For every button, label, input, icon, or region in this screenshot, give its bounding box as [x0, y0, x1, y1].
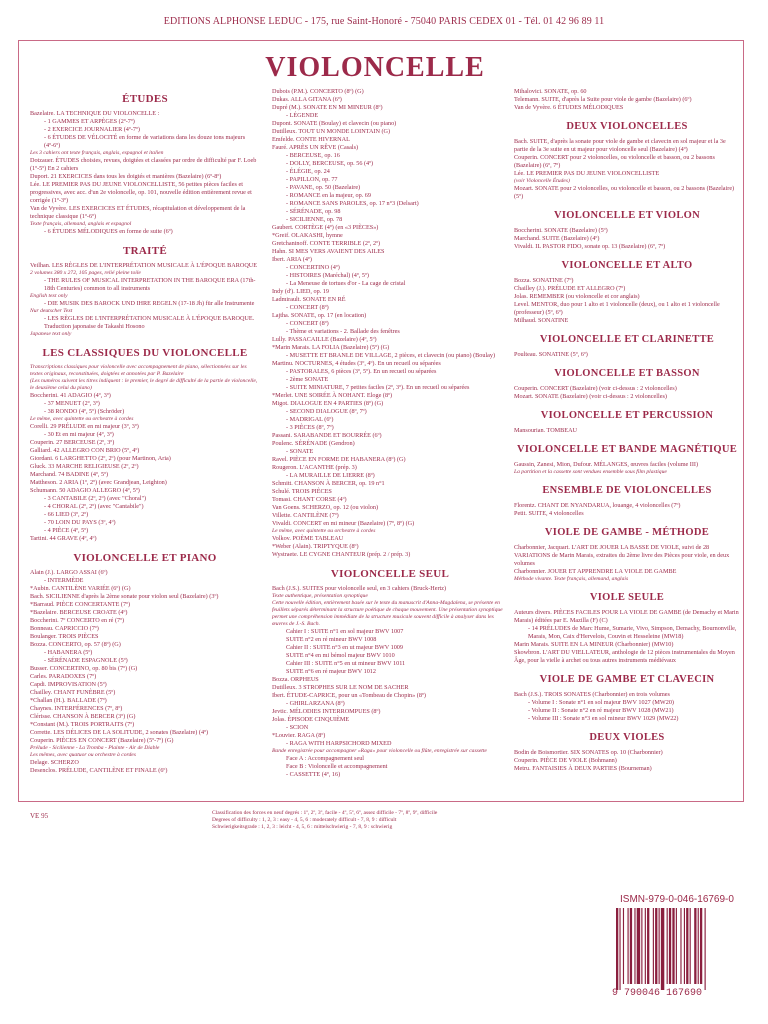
section-heading: VIOLONCELLE SEUL: [330, 568, 450, 580]
catalog-entry: Dupont. SONATE (Boulay) et clavecin (ou piano): [272, 120, 397, 127]
catalog-entry: *Barraud. PIÈCE CONCERTANTE (7º): [30, 601, 131, 608]
catalog-entry: Dukas. ALLA GITANA (6º): [272, 96, 342, 103]
difficulty-legend: [212, 810, 572, 831]
catalog-entry: - SONATE: [286, 448, 314, 455]
barcode-bar: [655, 908, 657, 984]
barcode-bar: [623, 908, 624, 984]
catalog-entry: *Constant (M.). TROIS PORTRAITS (7º): [30, 721, 135, 728]
catalog-entry: Ibert. ARIA (4º): [272, 256, 312, 263]
catalog-entry: Poulteau. SONATINE (5º, 6º): [514, 351, 588, 358]
catalog-entry: - La Meneuse de tortues d'or - La cage de cristal: [286, 280, 406, 287]
catalog-entry: *Weber (Alain). TRIPTYQUE (8º): [272, 543, 359, 550]
catalog-note: Cette nouvelle édition, entièrement basée sur le texte du manuscrit d'Anna-Magdalena, se présente en feuillets séparés déterminant la structure poétique de chaque mouvement. Une présentation synoptique permet une compréhension immédiate de la structure musicale souvent difficile à analyser dans les œuvres de J.-S. Bach.: [272, 600, 503, 627]
catalog-entry: Ravel. PIÈCE EN FORME DE HABANERA (8º) (G): [272, 456, 406, 463]
catalog-entry: Level. MENTOR, duo pour 1 alto et 1 violoncelle (deux), ou 1 alto et 1 violoncelle (professeur) (5º, 6º): [514, 301, 720, 316]
catalog-entry: Schumann. 50 ADAGIO ALLEGRO (4º, 5º): [30, 487, 140, 494]
catalog-entry: Corelli. 29 PRÉLUDE en mi majeur (3º, 3º): [30, 423, 139, 430]
catalog-entry: Bonneau. CAPRICCIO (7º): [30, 625, 99, 632]
catalog-entry: Ibert. ÉTUDE-CAPRICE, pour un «Tombeau de Chopin» (8º): [272, 692, 426, 699]
catalog-entry: - 3 PIÈCES (8º, 7º): [286, 424, 334, 431]
barcode-bar: [694, 908, 696, 984]
catalog-entry: Bach. SUITE, d'après la sonate pour viole de gambe et clavecin en sol majeur et la 3e partie de la 3e suite en ut majeur pour violoncelle seul (Bazelaire) (4º): [514, 138, 726, 153]
catalog-entry: Mozart. SONATE (Bazelaire) (voir ci-dessus : 2 violoncelles): [514, 393, 667, 400]
section-heading: VIOLONCELLE ET PERCUSSION: [540, 410, 714, 421]
section-heading: VIOLONCELLE ET CLARINETTE: [539, 334, 715, 345]
catalog-entry: Couperin. 27 BERCEUSE (2º, 3º): [30, 439, 115, 446]
barcode-bar: [672, 908, 674, 984]
catalog-entry: Mozart. SONATE pour 2 violoncelles, ou violoncelle et basson, ou 2 bassons (Bazelaire) (5º): [514, 185, 735, 200]
catalog-note: Les 3 cahiers ont texte français, anglais, espagnol et italien: [30, 150, 164, 156]
catalog-entry: - 2 EXERCICE JOURNALIER (4º-7º): [44, 126, 140, 133]
catalog-entry: Boccherini. SONATE (Bazelaire) (5º): [514, 227, 608, 234]
barcode-bar: [686, 908, 688, 984]
section-heading: VIOLONCELLE ET VIOLON: [554, 210, 700, 221]
catalog-entry: Volkov. POÈME TABLEAU: [272, 535, 344, 542]
catalog-entry: *Merlet. UNE SOIRÉE À NOHANT. Eloge (8º): [272, 392, 393, 399]
catalog-entry: - ROMANCE en la majeur, op. 69: [286, 192, 371, 199]
catalog-note: Texte authentique, présentation synoptique: [272, 593, 368, 599]
section-heading: DEUX VIOLES: [589, 732, 665, 743]
catalog-entry: - 6 ÉTUDES DE VÉLOCITÉ en forme de variations dans les douze tons majeurs (4º-6º): [44, 134, 246, 149]
catalog-entry: Vivaldi. CONCERT en mi mineur (Bazelaire) (7º, 8º) (G): [272, 520, 415, 527]
catalog-note: Bande enregistrée pour accompagner «Raga» pour violoncelle ou flûte, enregistrée sur cassette: [272, 748, 487, 754]
catalog-entry: - MUSETTE ET BRANLE DE VILLAGE, 2 pièces, et clavecin (ou piano) (Boulay): [286, 352, 496, 359]
catalog-entry: Chailley. CHANT FUNÈBRE (5º): [30, 689, 116, 696]
catalog-entry: Dupré (M.). SONATE EN MI MINEUR (8º): [272, 104, 383, 111]
catalog-entry: Mattheson. 2 ARIA (1º, 2º) (avec Grandjean, Leighton): [30, 479, 167, 486]
catalog-entry: Cahier II : SUITE n°3 en ut majeur BWV 1009: [286, 644, 403, 651]
catalog-entry: Poulenc. SÉRÉNADE (Gendron): [272, 440, 355, 447]
catalog-entry: Dotzauer. ÉTUDES choisies, revues, doigtées et classées par ordre de difficulté par F. Loeb (1º-5º) En 2 cahiers: [30, 157, 257, 172]
ismn-label: ISMN-979-0-046-16769-0: [620, 894, 734, 905]
catalog-note: Méthode vivante. Texte français, allemand, anglais: [514, 576, 629, 582]
catalog-entry: - PASTORALES, 6 pièces (3º, 5º). En un recueil ou séparées: [286, 368, 437, 375]
barcode-bar: [647, 908, 649, 984]
catalog-entry: Gluck. 33 MARCHE RELIGIEUSE (2º, 2º): [30, 463, 139, 470]
catalog-entry: Carles. PARADOXES (7º): [30, 673, 97, 680]
catalog-entry: Jolas. REMEMBER (ou violoncelle et cor anglais): [514, 293, 640, 300]
catalog-entry: Couperin. CONCERT (Bazelaire) (voir ci-dessus : 2 violoncelles): [514, 385, 677, 392]
catalog-entry: Bach (J.S.). SUITES pour violoncelle seul, en 3 cahiers (Bruck-Hertz): [272, 585, 447, 592]
catalog-entry: - CONCERTINO (4º): [286, 264, 340, 271]
catalog-entry: Gaubert. CORTÈGE (4º) (en «3 PIÈCES»): [272, 224, 379, 231]
section-heading: VIOLONCELLE ET ALTO: [561, 260, 693, 271]
catalog-entry: Charbonnier, Jacquart. L'ART DE JOUER LA BASSE DE VIOLE, suivi de 28 VARIATIONS de Marin Marais, extraites du 2ème livre des Pièces pour viole, en deux volumes: [514, 544, 730, 567]
catalog-entry: Milhaud. SONATINE: [514, 317, 569, 324]
catalog-entry: - LES RÈGLES DE L'INTERPRÉTATION MUSICALE À L'ÉPOQUE BAROQUE. Traduction japonaise de Takashi Hosono: [44, 315, 255, 330]
catalog-entry: - DOLLY, BERCEUSE, op. 56 (4º): [286, 160, 374, 167]
catalog-entry: - 4 CHORAL (2º, 2º) (avec "Cantabile"): [44, 503, 144, 510]
catalog-entry: Bozza. CONCERTO, op. 57 (8º) (G): [30, 641, 121, 648]
catalog-entry: - MADRIGAL (6º): [286, 416, 334, 423]
catalog-entry: SUITE n°2 en ré mineur BWV 1008: [286, 636, 377, 643]
catalog-note: La partition et la cassette sont vendues ensemble sous film plastique: [514, 469, 667, 475]
catalog-entry: Bozza. SONATINE (7º): [514, 277, 574, 284]
catalog-entry: Clérisse. CHANSON À BERCER (3º) (G): [30, 713, 136, 720]
catalog-entry: Desenclos. PRÉLUDE, CANTILÈNE ET FINALE (6º): [30, 767, 168, 774]
catalog-entry: - RAGA WITH HARPSICHORD MIXED: [286, 740, 392, 747]
catalog-entry: Passani. SARABANDE ET BOURRÉE (6º): [272, 432, 382, 439]
catalog-entry: *Marin Marais. LA FOLIA (Bazelaire) (5º) (G): [272, 344, 390, 351]
catalog-entry: *Aubin. CANTILÈNE VARIÉE (6º) (G): [30, 585, 131, 592]
catalog-entry: Boccherini. 41 ADAGIO (4º, 3º): [30, 392, 111, 399]
catalog-entry: - LA MURAILLE DE LIERRE (8º): [286, 472, 375, 479]
catalog-note: Le même, avec quintette ou orchestre à cordes: [30, 416, 134, 422]
catalog-entry: Schmitt. CHANSON À BERCER, op. 19 n°1: [272, 480, 385, 487]
catalog-entry: - 4 PIÈCE (4º, 5º): [44, 527, 89, 534]
catalog-note: (voir Violoncelle Études): [514, 178, 570, 184]
catalog-entry: - 70 LOIN DU PAYS (3º, 4º): [44, 519, 116, 526]
catalog-entry: Chaynes. INTERFÉRENCES (7º, 8º): [30, 705, 123, 712]
catalog-entry: Couperin. CONCERT pour 2 violoncelles, ou violoncelle et basson, ou 2 bassons (Bazelaire) (6º, 7º): [514, 154, 715, 169]
barcode-bar: [619, 908, 620, 990]
catalog-entry: - SÉRÉNADE, op. 98: [286, 208, 341, 215]
catalog-entry: - GHIRLARZANA (8º): [286, 700, 345, 707]
catalog-entry: Marchand. SUITE (Bazelaire) (4º): [514, 235, 600, 242]
catalog-entry: - 6 ÉTUDES MÉLODIQUES en forme de suite (6º): [44, 228, 173, 235]
catalog-entry: Van de Vyvère. LES EXERCICES ET ÉTUDES, récapitulation et développement de la technique classique (1º-6º): [30, 205, 246, 220]
catalog-entry: Tartini. 44 GRAVE (4º, 4º): [30, 535, 97, 542]
section-heading: VIOLONCELLE ET BASSON: [554, 368, 700, 379]
catalog-entry: Gaussin, Zanesi, Mion, Dufour. MÉLANGES, œuvres faciles (volume III): [514, 461, 699, 468]
catalog-entry: - 30 Et en mi majeur (4º, 3º): [44, 431, 114, 438]
catalog-entry: Schulé. TROIS PIÈCES: [272, 488, 332, 495]
barcode-bar: [641, 908, 642, 984]
barcode-bar: [630, 908, 632, 984]
catalog-entry: Dubois (P.M.). CONCERTO (8º) (G): [272, 88, 364, 95]
barcode-bar: [659, 908, 660, 984]
catalog-entry: *Louvier. RAGA (8º): [272, 732, 326, 739]
catalog-entry: Martinu. NOCTURNES, 4 études (3º, 4º). En un recueil ou séparées: [272, 360, 441, 367]
barcode-bar: [645, 908, 646, 984]
catalog-note: Les mêmes, avec quatuor ou orchestre à cordes: [30, 752, 136, 758]
catalog-entry: Auteurs divers. PIÈCES FACILES POUR LA VIOLE DE GAMBE (de Demachy et Marin Marais) éditées par E. Mazilla (F) (C): [514, 609, 739, 624]
catalog-entry: Bach (J.S.). TROIS SONATES (Charbonnier) en trois volumes: [514, 691, 670, 698]
barcode-bar: [698, 908, 699, 984]
barcode-bar: [680, 908, 681, 984]
catalog-entry: Giordani. 6 LARGHETTO (2º, 2º) (pour Martinon, Aria): [30, 455, 171, 462]
section-heading: VIOLONCELLE ET BANDE MAGNÉTIQUE: [516, 444, 738, 455]
catalog-entry: - Volume II : Sonate n°2 en ré majeur BWV 1028 (MW21): [528, 707, 674, 714]
catalog-entry: Wystraete. LE CYGNE CHANTEUR (prép. 2 / prép. 3): [272, 551, 411, 558]
catalog-entry: - PAVANE, op. 50 (Bazelaire): [286, 184, 361, 191]
catalog-entry: - ÉLÉGIE, op. 24: [286, 168, 330, 175]
catalog-entry: Ladmirault. SONATE EN RÉ: [272, 296, 346, 303]
section-heading: VIOLE DE GAMBE ET CLAVECIN: [539, 674, 715, 685]
catalog-entry: Lée. LE PREMIER PAS DU JEUNE VIOLONCELLISTE: [514, 170, 660, 177]
catalog-entry: Florentz. CHANT DE NYANDARUA, louange, 4 violoncelles (7º): [514, 502, 681, 509]
section-heading: DEUX VIOLONCELLES: [566, 121, 688, 132]
barcode-bar: [669, 908, 671, 984]
catalog-entry: Vivaldi. IL PASTOR FIDO, sonate op. 13 (Bazelaire) (6º, 7º): [514, 243, 666, 250]
catalog-note: Texte français, allemand, anglais et espagnol: [30, 221, 132, 227]
catalog-entry: Boccherini. 7º CONCERTO en ré (7º): [30, 617, 125, 624]
catalog-entry: Migot. DIALOGUE EN 4 PARTIES (8º) (G): [272, 400, 384, 407]
catalog-entry: Charbonnier. JOUER ET APPRENDRE LA VIOLE DE GAMBE: [514, 568, 677, 575]
barcode-bar: [653, 908, 654, 984]
catalog-entry: - CONCERT (8º): [286, 304, 329, 311]
catalog-entry: Dutilleux. TOUT UN MONDE LOINTAIN (G): [272, 128, 391, 135]
catalog-entry: - 3 CANTABILE (2º, 2º) (avec "Choral"): [44, 495, 147, 502]
catalog-entry: Indy (d'). LIED, op. 19: [272, 288, 329, 295]
catalog-entry: Metru. FANTAISIES À DEUX PARTIES (Bourneman): [514, 765, 652, 772]
catalog-entry: - CONCERT (8º): [286, 320, 329, 327]
catalog-entry: Alain (J.). LARGO ASSAI (6º): [30, 569, 108, 576]
barcode-bar: [676, 908, 677, 984]
legend-line-fr: Classification des forces en neuf degrés : 1º, 2º, 3º, facile - 4º, 5º, 6º, assez difficile - 7º, 8º, 9º, difficile: [212, 810, 438, 816]
catalog-entry: - INTERMÈDE: [44, 577, 84, 584]
catalog-entry: Tomasi. CHANT CORSE (4º): [272, 496, 347, 503]
catalog-entry: Delage. SCHERZO: [30, 759, 79, 766]
catalog-note: Prélude - Sicilienne - La Tromba - Plainte - Air de Diable: [30, 745, 160, 751]
barcode-icon: [612, 908, 748, 992]
catalog-entry: - 14 PRÉLUDES de Marc Hume, Sumarie, Vivo, Simpson, Demachy, Bournonville, Marais, Mon, Caix d'Hervelois, Couvin et Hesseleine (MW18): [528, 625, 737, 640]
catalog-entry: - 1 GAMMES ET ARPÈGES (2º-7º): [44, 118, 135, 125]
catalog-entry: - LÉGENDE: [286, 112, 319, 119]
catalog-entry: Face A : Accompagnement seul: [286, 755, 365, 762]
barcode-bar: [684, 908, 685, 984]
catalog-entry: Couperin. PIÈCE DE VIOLE (Bohmann): [514, 757, 617, 764]
catalog-entry: Bodin de Boismortier. SIX SONATES op. 10 (Charbonnier): [514, 749, 663, 756]
catalog-note: Le même, avec quintette ou orchestre à cordes: [272, 528, 376, 534]
barcode-digits: 9 790046 167690: [612, 988, 703, 999]
catalog-entry: - 38 RONDO (4º, 5º) (Schröder): [44, 408, 125, 415]
catalog-entry: *Challan (H.). BALLADE (7º): [30, 697, 107, 704]
catalog-note: Transcriptions classiques pour violoncelle avec accompagnement de piano, sélectionnées sur les textes originaux, reconstituées, doigtées et annotées par P. Bazelaire: [30, 364, 247, 377]
catalog-entry: Busser. CONCERTINO, op. 80 bis (7º) (G): [30, 665, 138, 672]
catalog-entry: - PAPILLON, op. 77: [286, 176, 338, 183]
catalog-entry: Marchand. 74 BADINE (4º, 5º): [30, 471, 109, 478]
catalog-entry: Villette. CANTILÈNE (7º): [272, 512, 339, 519]
catalog-entry: Lajtha. SONATE, op. 17 (en location): [272, 312, 367, 319]
barcode-bar: [637, 908, 640, 984]
barcode-bar: [700, 908, 702, 984]
catalog-entry: Fauré. APRÈS UN RÊVE (Casals): [272, 144, 359, 151]
section-heading: VIOLE SEULE: [589, 592, 665, 603]
catalog-entry: SUITE n°6 en ré majeur BWV 1012: [286, 668, 376, 675]
section-heading: ENSEMBLE DE VIOLONCELLES: [542, 485, 712, 496]
catalog-entry: - 37 MENUET (2º, 3º): [44, 400, 100, 407]
catalog-entry: SUITE n°4 en mi bémol majeur BWV 1010: [286, 652, 395, 659]
catalog-entry: Cahier III : SUITE n°5 en ut mineur BWV 1011: [286, 660, 406, 667]
catalog-entry: - DIE MUSIK DES BAROCK UND IHRE REGELN (17-18 Jh) für alle Instrumente: [44, 300, 255, 307]
section-heading: LES CLASSIQUES DU VIOLONCELLE: [42, 347, 248, 359]
catalog-entry: Chailley (J.). PRÉLUDE ET ALLEGRO (7º): [514, 285, 626, 292]
catalog-entry: Emfelde. CONTE HIVERNAL: [272, 136, 350, 143]
catalog-note: Japanese text only: [30, 331, 72, 337]
catalog-entry: Dutilleux. 3 STROPHES SUR LE NOM DE SACHER: [272, 684, 409, 691]
catalog-entry: Van Goens. SCHERZO, op. 12 (ou violon): [272, 504, 379, 511]
catalog-entry: - ROMANCE SANS PAROLES, op. 17 n°3 (Delsart): [286, 200, 419, 207]
catalog-entry: - SECOND DIALOGUE (8º, 7º): [286, 408, 367, 415]
catalog-entry: Skowbron. L'ART DU VIELLATEUR, anthologie de 12 pièces instrumentales du Moyen Âge, pour la vielle à archet ou tous autres instruments médiévaux: [514, 649, 735, 664]
catalog-entry: Face B : Violoncelle et accompagnement: [286, 763, 388, 770]
catalog-entry: - Thème et variations - 2. Ballade des fenêtres: [286, 328, 400, 335]
catalog-note: 2 volumes 380 x 272, 105 pages, relié pleine toile: [30, 270, 141, 276]
catalog-entry: Van de Vyvère. 6 ÉTUDES MÉLODIQUES: [514, 104, 624, 111]
catalog-entry: Corrette. LES DÉLICES DE LA SOLITUDE, 2 sonates (Bazelaire) (4º): [30, 729, 209, 736]
catalog-entry: Hahn. SI MES VERS AVAIENT DES AILES: [272, 248, 385, 255]
catalog-entry: Mihalovici. SONATE, op. 60: [514, 88, 587, 95]
catalog-entry: Bazelaire. LA TECHNIQUE DU VIOLONCELLE :: [30, 110, 160, 117]
catalog-entry: - Volume I : Sonate n°1 en sol majeur BWV 1027 (MW20): [528, 699, 674, 706]
catalog-entry: - 66 LIED (3º, 2º): [44, 511, 89, 518]
barcode-bar: [634, 908, 635, 984]
catalog-entry: Bozza. ORPHEUS: [272, 676, 319, 683]
catalog-entry: - HABANERA (5º): [44, 649, 93, 656]
publisher-header: EDITIONS ALPHONSE LEDUC - 175, rue Saint-Honoré - 75040 PARIS CEDEX 01 - Tél. 01 42 96 89 11: [163, 16, 605, 27]
catalog-entry: - Volume III : Sonate n°3 en sol mineur BWV 1029 (MW22): [528, 715, 679, 722]
catalog-entry: - SUITE MINIATURE, 7 petites faciles (2º, 3º). En un recueil ou séparées: [286, 384, 470, 391]
catalog-code: VE 95: [30, 812, 49, 820]
catalog-entry: Couperin. PIÈCES EN CONCERT (Bazelaire) (5º-7º) (G): [30, 737, 174, 744]
catalog-entry: Jevtic. MÉLODIES INTERROMPUES (8º): [272, 708, 381, 715]
section-heading: ÉTUDES: [122, 93, 168, 105]
catalog-entry: Boulanger. TROIS PIÈCES: [30, 633, 99, 640]
section-heading: VIOLONCELLE ET PIANO: [73, 552, 217, 564]
catalog-entry: Lée. LE PREMIER PAS DU JEUNE VIOLONCELLISTE, 56 petites pièces faciles et progressives, avec acc. d'un 2e violoncelle, op. 101, nouvelle édition entièrement revue et corrigée (1º-3º): [30, 181, 252, 204]
catalog-note: Nur deutscher Text: [30, 308, 73, 314]
catalog-entry: Mansourian. TOMBEAU: [514, 427, 578, 434]
catalog-entry: Capdi. IMPROVISATION (5º): [30, 681, 107, 688]
catalog-entry: - 2ème SONATE: [286, 376, 329, 383]
catalog-note: English text only: [30, 293, 68, 299]
catalog-entry: Jolas. ÉPISODE CINQUIÈME: [272, 716, 350, 723]
catalog-entry: *Greif. OLAKASHI, hymne: [272, 232, 343, 239]
catalog-entry: - SÉRÉNADE ESPAGNOLE (5º): [44, 657, 128, 664]
catalog-entry: - SICILIENNE, op. 78: [286, 216, 343, 223]
catalog-entry: Petit. SUITE, 4 violoncelles: [514, 510, 584, 517]
catalog-entry: *Bazelaire. BERCEUSE CROATE (4º): [30, 609, 128, 616]
catalog-entry: Gretchaninoff. CONTE TERRIBLE (2º, 2º): [272, 240, 381, 247]
page-title: VIOLONCELLE: [265, 52, 485, 83]
catalog-entry: Marin Marais. SUITE EN LA MINEUR (Charbonnier) (MW10): [514, 641, 674, 648]
catalog-entry: - HISTOIRES (Maréchal) (4º, 5º): [286, 272, 369, 279]
catalog-entry: - BERCEUSE, op. 16: [286, 152, 340, 159]
catalog-entry: - THE RULES OF MUSICAL INTERPRETATION IN THE BAROQUE ERA (17th-18th Centuries) common to all instruments: [44, 277, 256, 292]
catalog-entry: Duport. 21 EXERCICES dans tous les doigtés et manières (Bazelaire) (6º-8º): [30, 173, 222, 180]
catalog-entry: - SCION: [286, 724, 309, 731]
catalog-entry: Veilhan. LES RÈGLES DE L'INTERPRÉTATION MUSICALE À L'ÉPOQUE BAROQUE: [30, 262, 258, 269]
barcode-bar: [628, 908, 629, 984]
catalog-column-right: [514, 88, 740, 773]
catalog-entry: Cahier I : SUITE n°1 en sol majeur BWV 1007: [286, 628, 404, 635]
catalog-entry: Bach. SICILIENNE d'après la 2ème sonate pour violon seul (Bazelaire) (3º): [30, 593, 219, 600]
catalog-note: (Les numéros suivent les titres indiquent : le premier, le degré de difficulté de la partie de violoncelle, le deuxième celui du piano): [30, 378, 258, 391]
catalog-entry: Galliard. 42 ALLEGRO CON BRIO (5º, 4º): [30, 447, 140, 454]
catalog-column-middle: [272, 88, 508, 779]
section-heading: VIOLE DE GAMBE - MÉTHODE: [544, 527, 710, 538]
catalog-entry: Rougeron. L'ACANTHE (prép. 3): [272, 464, 357, 471]
catalog-column-left: [30, 84, 260, 775]
barcode-bar: [690, 908, 691, 984]
barcode-bar: [616, 908, 618, 990]
barcode-bar: [705, 908, 706, 990]
barcode-bar: [667, 908, 668, 984]
section-heading: TRAITÉ: [123, 245, 167, 257]
legend-line-de: Schwierigkeitsgrade : 1, 2, 3 : leicht - 4, 5, 6 : mittelschwierig - 7, 8, 9 : schwierig: [212, 824, 393, 830]
catalog-entry: - CASSETTE (4º, 16): [286, 771, 341, 778]
legend-line-en: Degrees of difficulty : 1, 2, 3 : easy - 4, 5, 6 : moderately difficult - 7, 8, 9 : difficult: [212, 817, 397, 823]
catalog-entry: Telemann. SUITE, d'après la Suite pour viole de gambe (Bazelaire) (6º): [514, 96, 692, 103]
barcode-bar: [661, 908, 664, 990]
catalog-entry: Lully. PASSACAILLE (Bazelaire) (4º, 5º): [272, 336, 377, 343]
